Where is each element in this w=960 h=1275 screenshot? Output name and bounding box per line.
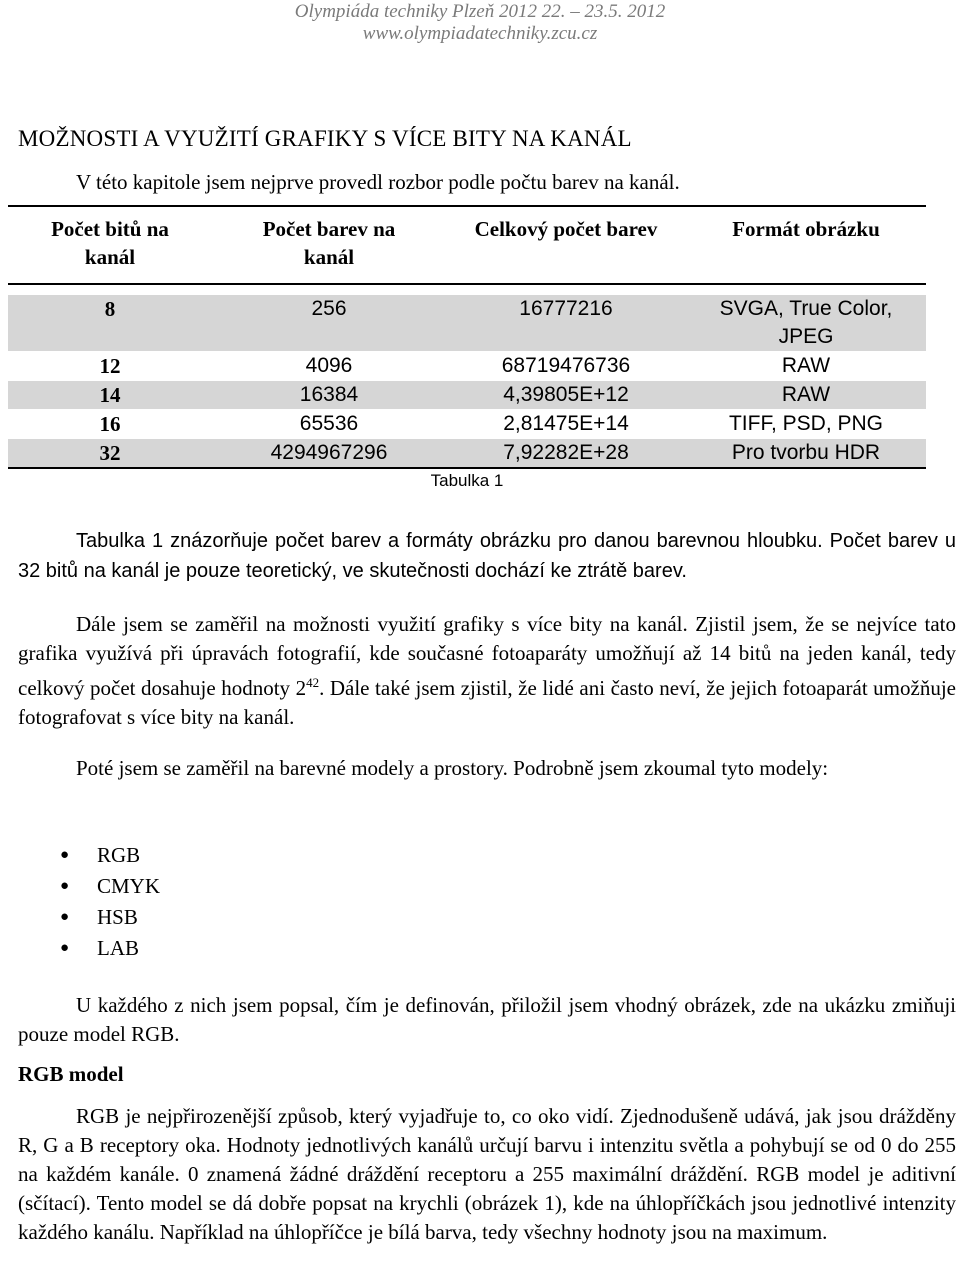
cell-colors: 4096 <box>212 352 446 381</box>
list-item: ● LAB <box>60 933 160 964</box>
paragraph-table-description: Tabulka 1 znázorňuje počet barev a formáty obrázku pro danou barevnou hloubku. Počet barev u 32 bitů na kanál je pouze teoretický, ve skutečnosti dochází ke ztrátě barev. <box>18 530 956 582</box>
table-row <box>8 439 926 469</box>
cell-colors: 4294967296 <box>212 439 446 469</box>
paragraph-usage: Dále jsem se zaměřil na možnosti využití grafiky s více bity na kanál. Zjistil jsem, že se nejvíce tato grafika využívá při úpravách fotografií, kde současné fotoaparáty umožňují až 14 bitů na jeden kanál, tedy celkový počet dosahuje hodnoty $2^{42}$. Dále také jsem zjistil, že lidé ani často neví, že jejich fotoaparát umožňuje fotografovat s více bity na kanál. <box>18 612 956 729</box>
cell-total: 68719476736 <box>446 352 686 381</box>
header-image-format: Formát obrázku <box>686 206 926 284</box>
cell-format: SVGA, True Color, JPEG <box>686 295 926 352</box>
paragraph-rgb-model: RGB je nejpřirozenější způsob, který vyjadřuje to, co oko vidí. Zjednodušeně udává, jak jsou drážděny R, G a B receptory oka. Hodnoty jednotlivých kanálů určují barvu i intenzitu světla a pohybují se od 0 do 255 na každém kanále. 0 znamená žádné dráždění receptoru a 255 maximální dráždění. RGB model je aditivní (sčítací). Tento model se dá dobře popsat na krychli (obrázek 1), kde na úhlopříčkách jsou jednotlivé intenzity každého kanálu. Například na úhlopříčce je bílá barva, tedy všechny hodnoty jsou na maximum. <box>18 1104 956 1244</box>
cell-colors: 16384 <box>212 381 446 410</box>
header-colors-per-channel: Počet barev na kanál <box>212 206 446 284</box>
cell-total: 2,81475E+14 <box>446 410 686 439</box>
header-total-colors: Celkový počet barev <box>446 206 686 284</box>
color-model-list <box>60 840 160 964</box>
cell-format: RAW <box>686 381 926 410</box>
table-row <box>8 352 926 381</box>
cell-colors: 256 <box>212 295 446 352</box>
cell-total: 4,39805E+12 <box>446 381 686 410</box>
cell-total: 16777216 <box>446 295 686 352</box>
subsection-title: RGB model <box>18 1062 124 1086</box>
table-row <box>8 381 926 410</box>
cell-colors: 65536 <box>212 410 446 439</box>
table-header-row <box>8 206 926 284</box>
header-bits-per-channel: Počet bitů na kanál <box>8 206 212 284</box>
cell-bits: 8 <box>8 295 212 352</box>
paragraph-color-models: Poté jsem se zaměřil na barevné modely a prostory. Podrobně jsem zkoumal tyto modely: <box>76 756 829 780</box>
section-intro: V této kapitole jsem nejprve provedl rozbor podle počtu barev na kanál. <box>76 170 680 194</box>
header-website: www.olympiadatechniky.zcu.cz <box>362 23 598 44</box>
color-depth-table <box>8 205 926 469</box>
table-row <box>8 295 926 352</box>
table-row <box>8 410 926 439</box>
section-title: MOŽNOSTI A VYUŽITÍ GRAFIKY S VÍCE BITY NA KANÁL <box>18 126 632 151</box>
cell-bits: 32 <box>8 439 212 469</box>
cell-bits: 16 <box>8 410 212 439</box>
cell-bits: 12 <box>8 352 212 381</box>
table-caption: Tabulka 1 <box>430 471 504 490</box>
list-item: ● HSB <box>60 902 160 933</box>
list-item: ● RGB <box>60 840 160 871</box>
paragraph-models-description: U každého z nich jsem popsal, čím je definován, přiložil jsem vhodný obrázek, zde na ukázku zmiňuji pouze model RGB. <box>18 993 956 1046</box>
exponent: 42 <box>306 675 320 690</box>
header-event-title: Olympiáda techniky Plzeň 2012 22. – 23.5. 2012 <box>294 1 666 22</box>
cell-format: Pro tvorbu HDR <box>686 439 926 469</box>
cell-format: RAW <box>686 352 926 381</box>
list-item: ● CMYK <box>60 871 160 902</box>
cell-format: TIFF, PSD, PNG <box>686 410 926 439</box>
cell-bits: 14 <box>8 381 212 410</box>
cell-total: 7,92282E+28 <box>446 439 686 469</box>
